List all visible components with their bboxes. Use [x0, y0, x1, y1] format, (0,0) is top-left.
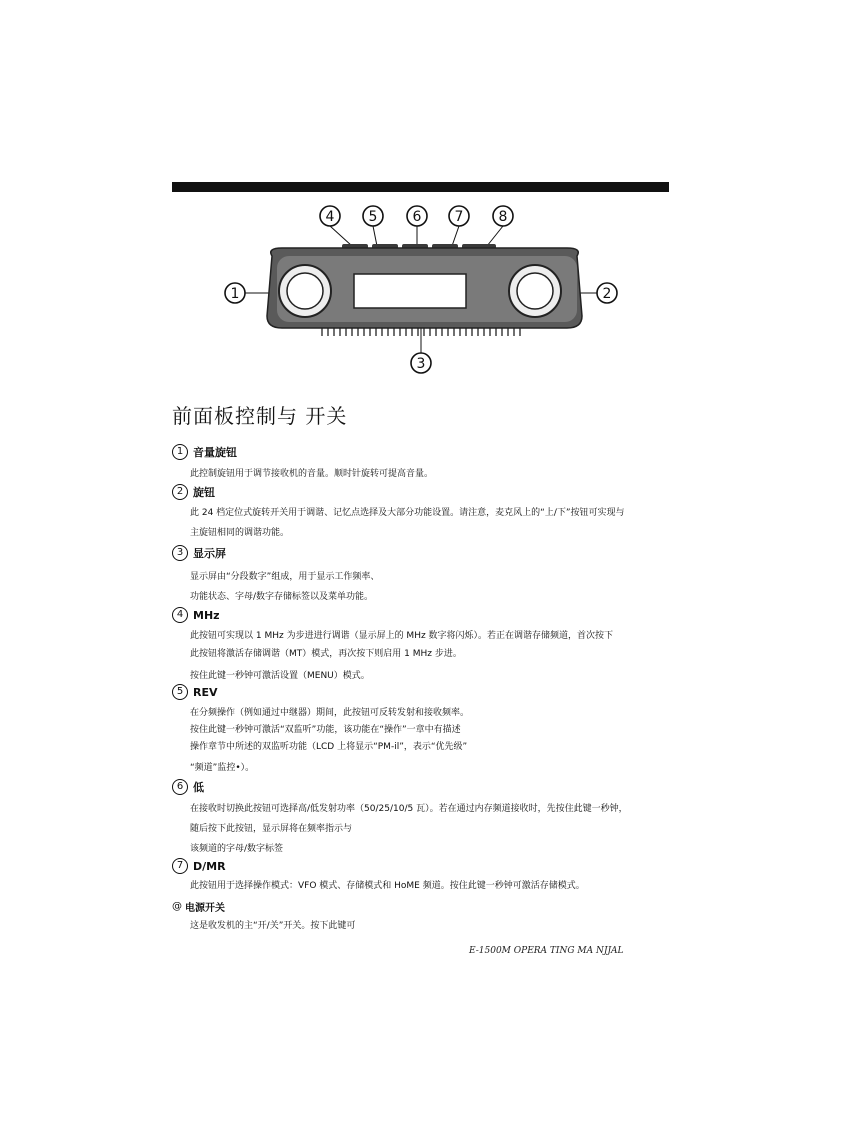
item-marker: @	[172, 901, 182, 912]
item-dial-knob	[172, 484, 215, 500]
item-description: 此按钮将激活存储调谐（MT）模式，再次按下则启用 1 MHz 步进。	[190, 649, 462, 659]
header-rule	[172, 182, 669, 192]
svg-text:7: 7	[454, 209, 464, 225]
item-number: 7	[172, 858, 188, 874]
front-panel-diagram	[172, 196, 669, 381]
item-description: 随后按下此按钮，显示屏将在频率指示与	[190, 824, 353, 834]
svg-text:8: 8	[498, 209, 508, 225]
item-dmr	[172, 858, 226, 874]
item-title: D/MR	[193, 859, 226, 873]
item-power-switch	[172, 899, 225, 914]
item-rev	[172, 684, 218, 700]
svg-text:5: 5	[368, 209, 378, 225]
item-description: 主旋钮相同的调谐功能。	[190, 528, 290, 538]
item-description: 这是收发机的主“开/关”开关。按下此键可	[190, 921, 356, 931]
item-number: 1	[172, 444, 188, 460]
svg-text:1: 1	[230, 286, 240, 302]
item-low	[172, 779, 204, 795]
item-description: 此按钮可实现以 1 MHz 为步进进行调谐（显示屏上的 MHz 数字将闪烁）。若正在调谐存储频道，首次按下	[190, 631, 614, 641]
item-description: 此按钮用于选择操作模式：VFO 模式、存储模式和 HoME 频道。按住此键一秒钟可激活存储模式。	[190, 881, 585, 891]
item-title: 显示屏	[193, 547, 226, 560]
item-number: 5	[172, 684, 188, 700]
item-description: 功能状态、字母/数字存储标签以及菜单功能。	[190, 592, 374, 602]
item-description: 在接收时切换此按钮可选择高/低发射功率（50/25/10/5 瓦）。若在通过内存频道接收时，先按住此键一秒钟，	[190, 804, 628, 814]
footer-manual-title: E-1500M OPERA TING MA NJJAL	[469, 946, 624, 956]
item-title: 低	[193, 781, 204, 794]
item-description: 在分频操作（例如通过中继器）期间，此按钮可反转发射和接收频率。	[190, 708, 470, 718]
item-description: “频道”监控•）。	[190, 763, 255, 773]
item-description: 按住此键一秒钟可激活设置（MENU）模式。	[190, 671, 370, 681]
item-number: 4	[172, 607, 188, 623]
item-description: 操作章节中所述的双监听功能（LCD 上将显示“PM-il”，表示“优先级”	[190, 742, 468, 752]
item-title: 电源开关	[185, 903, 225, 914]
item-title: 旋钮	[193, 486, 215, 499]
svg-text:4: 4	[325, 209, 335, 225]
item-title: REV	[193, 685, 218, 699]
item-title: MHz	[193, 608, 220, 622]
svg-text:2: 2	[602, 286, 612, 302]
item-number: 6	[172, 779, 188, 795]
item-description: 此控制旋钮用于调节接收机的音量。顺时针旋转可提高音量。	[190, 469, 434, 479]
item-display	[172, 545, 226, 561]
item-description: 该频道的字母/数字标签	[190, 844, 284, 854]
item-number: 3	[172, 545, 188, 561]
item-title: 音量旋钮	[193, 446, 237, 459]
item-description: 按住此键一秒钟可激活“双监听”功能，该功能在“操作”一章中有描述	[190, 725, 461, 735]
svg-text:6: 6	[412, 209, 422, 225]
item-mhz	[172, 607, 220, 623]
item-volume-knob	[172, 444, 237, 460]
item-number: 2	[172, 484, 188, 500]
svg-text:3: 3	[416, 356, 426, 372]
item-description: 此 24 档定位式旋转开关用于调谐、记忆点选择及大部分功能设置。请注意，麦克风上的“上/下”按钮可实现与	[190, 508, 625, 518]
page-title: 前面板控制与 开关	[172, 404, 348, 428]
item-description: 显示屏由“分段数字”组成，用于显示工作频率、	[190, 572, 380, 582]
